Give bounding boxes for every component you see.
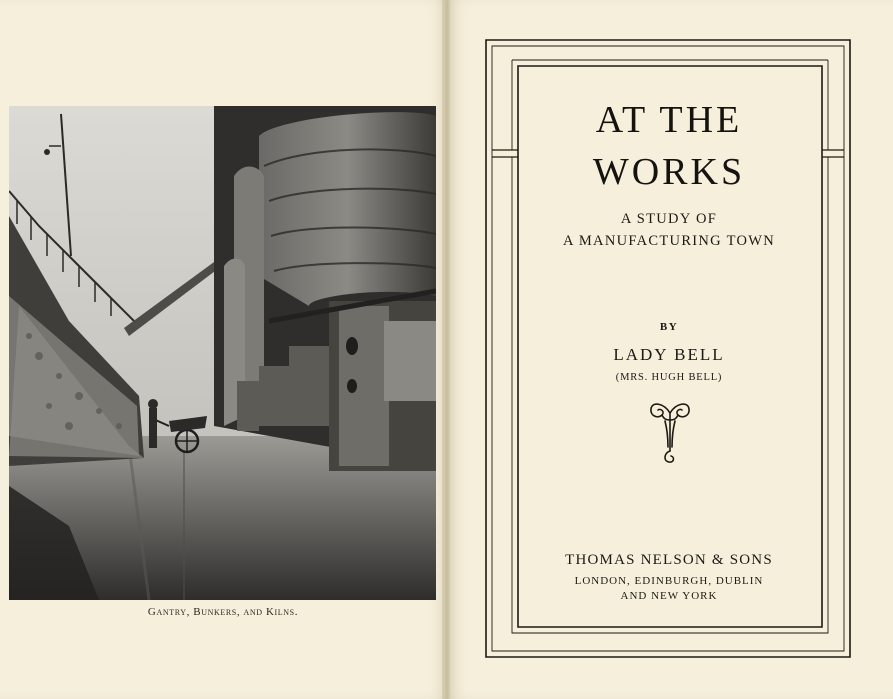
- printers-ornament-icon: [648, 399, 692, 465]
- book-subtitle: [518, 208, 820, 252]
- frontispiece-photo: [9, 106, 436, 600]
- publisher-name: THOMAS NELSON & SONS: [565, 552, 773, 568]
- book-title: [518, 94, 820, 198]
- title-page: [450, 0, 893, 699]
- places-line-2: AND NEW YORK: [620, 590, 718, 602]
- publisher-places: [518, 574, 820, 604]
- title-line-2: WORKS: [592, 151, 746, 193]
- title-line-1: AT THE: [595, 99, 743, 141]
- plate-caption: Gantry, Bunkers, and Kilns.: [147, 606, 299, 618]
- left-page: [0, 0, 446, 699]
- author-note: (MRS. HUGH BELL): [615, 372, 723, 383]
- industrial-scene-illustration: [9, 106, 436, 600]
- places-line-1: LONDON, EDINBURGH, DUBLIN: [574, 575, 764, 587]
- subtitle-line-2: A MANUFACTURING TOWN: [562, 233, 776, 249]
- author-name: LADY BELL: [613, 345, 725, 364]
- by-label: BY: [659, 321, 679, 333]
- subtitle-line-1: A STUDY OF: [620, 211, 718, 227]
